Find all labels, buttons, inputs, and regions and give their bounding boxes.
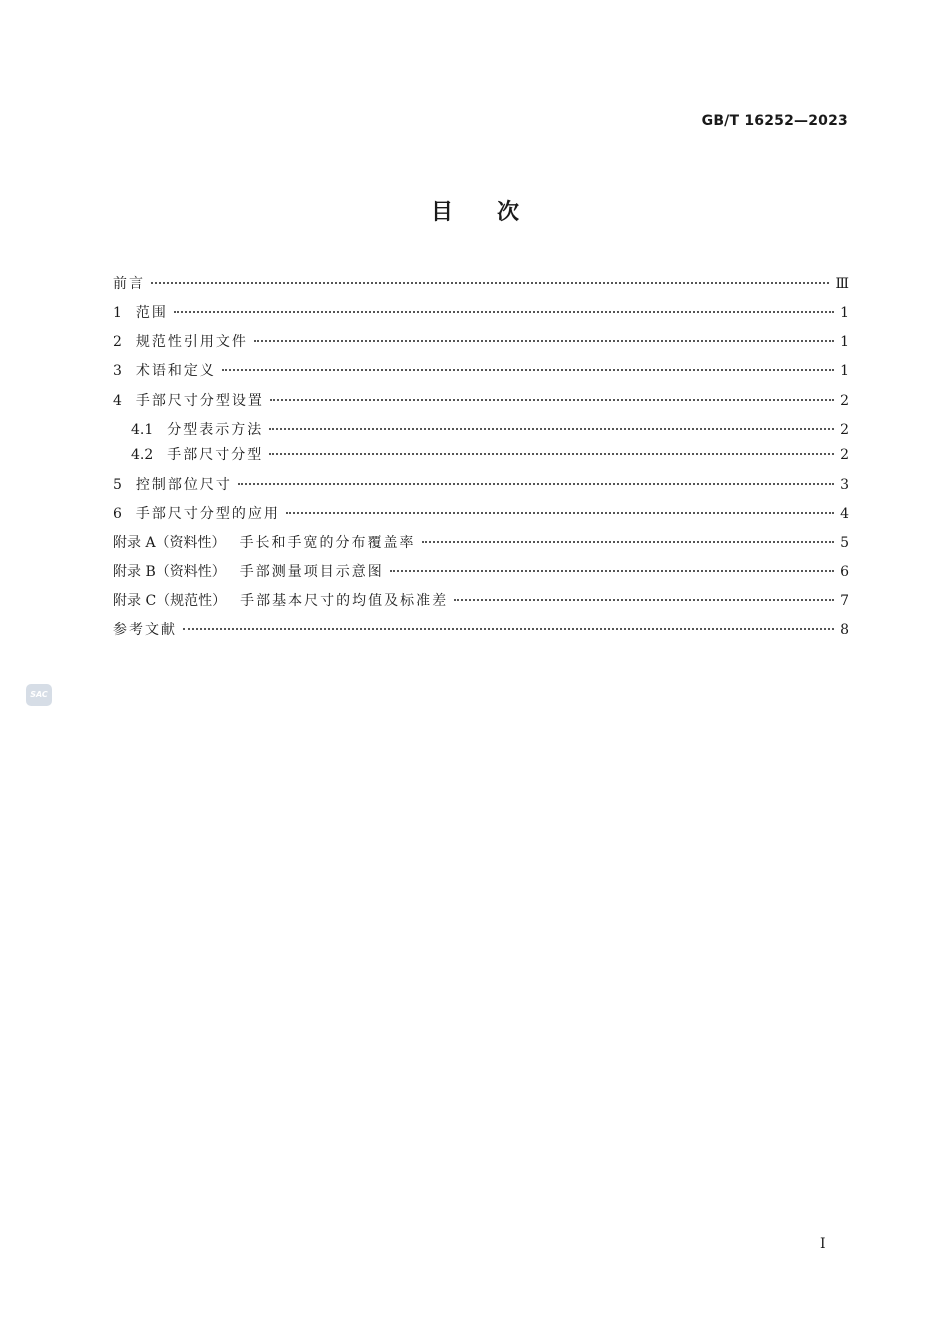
toc-entry-page: 1 bbox=[840, 305, 849, 321]
toc-entry-page: 6 bbox=[840, 564, 849, 580]
toc-dot-leader bbox=[270, 399, 834, 401]
toc-dot-leader bbox=[254, 340, 834, 342]
toc-entry-page: 4 bbox=[840, 506, 849, 522]
toc-entry-page: 7 bbox=[840, 593, 849, 609]
toc-dot-leader bbox=[454, 599, 834, 601]
toc-entry-number: 4 bbox=[113, 393, 122, 409]
page-number: I bbox=[820, 1236, 826, 1252]
toc-entry[interactable] bbox=[113, 361, 849, 381]
toc-entry-number: 4.2 bbox=[131, 447, 154, 463]
toc-entry[interactable] bbox=[113, 475, 849, 495]
toc-dot-leader bbox=[269, 428, 834, 430]
toc-entry[interactable] bbox=[113, 591, 849, 611]
toc-entry[interactable] bbox=[113, 620, 849, 640]
toc-entry-page: Ⅲ bbox=[835, 276, 849, 292]
toc-entry-title: 手部基本尺寸的均值及标准差 bbox=[240, 593, 449, 609]
toc-dot-leader bbox=[222, 369, 834, 371]
toc-dot-leader bbox=[238, 483, 834, 485]
toc-dot-leader bbox=[269, 453, 834, 455]
toc-entry-page: 3 bbox=[840, 477, 849, 493]
toc-entry[interactable] bbox=[131, 445, 849, 465]
toc-entry-number: 3 bbox=[113, 363, 122, 379]
toc-dot-leader bbox=[390, 570, 834, 572]
toc-entry-page: 2 bbox=[840, 393, 849, 409]
standard-number: GB/T 16252—2023 bbox=[701, 113, 848, 129]
toc-entry-title: 分型表示方法 bbox=[167, 422, 264, 438]
toc-entry-page: 2 bbox=[840, 422, 849, 438]
toc-dot-leader bbox=[151, 282, 829, 284]
toc-entry[interactable] bbox=[113, 274, 849, 294]
toc-entry-page: 1 bbox=[840, 363, 849, 379]
toc-entry[interactable] bbox=[113, 332, 849, 352]
sac-logo-watermark: SAC bbox=[26, 684, 52, 706]
page-title: 目次 bbox=[430, 200, 563, 225]
toc-entry[interactable] bbox=[113, 303, 849, 323]
toc-entry-title: 规范性引用文件 bbox=[135, 334, 248, 350]
toc-entry[interactable] bbox=[131, 420, 849, 440]
toc-entry-title: 范围 bbox=[135, 305, 168, 321]
toc-entry-title: 手部尺寸分型的应用 bbox=[135, 506, 280, 522]
toc-entry-page: 5 bbox=[840, 535, 849, 551]
toc-entry-number: 6 bbox=[113, 506, 122, 522]
toc-entry-number: 5 bbox=[113, 477, 122, 493]
toc-entry-number: 附录 A（资料性） bbox=[113, 535, 226, 551]
toc-entry-title: 手长和手宽的分布覆盖率 bbox=[239, 535, 416, 551]
toc-entry[interactable] bbox=[113, 504, 849, 524]
toc-entry-title: 手部测量项目示意图 bbox=[239, 564, 384, 580]
toc-entry-page: 1 bbox=[840, 334, 849, 350]
toc-entry-number: 4.1 bbox=[131, 422, 154, 438]
toc-dot-leader bbox=[183, 628, 834, 630]
toc-entry-number: 附录 C（规范性） bbox=[113, 593, 227, 609]
toc-entry-page: 2 bbox=[840, 447, 849, 463]
toc-entry-number: 1 bbox=[113, 305, 122, 321]
toc-entry-title: 术语和定义 bbox=[135, 363, 216, 379]
toc-entry-title: 手部尺寸分型 bbox=[167, 447, 264, 463]
toc-entry[interactable] bbox=[113, 533, 849, 553]
toc-entry[interactable] bbox=[113, 391, 849, 411]
toc-entry-title: 控制部位尺寸 bbox=[135, 477, 232, 493]
toc-dot-leader bbox=[422, 541, 835, 543]
toc-entry-number: 附录 B（资料性） bbox=[113, 564, 226, 580]
toc-entry-title: 前言 bbox=[113, 276, 145, 292]
toc-entry-title: 参考文献 bbox=[113, 622, 177, 638]
toc-entry-page: 8 bbox=[840, 622, 849, 638]
toc-entry[interactable] bbox=[113, 562, 849, 582]
toc-dot-leader bbox=[286, 512, 834, 514]
toc-entry-title: 手部尺寸分型设置 bbox=[135, 393, 264, 409]
toc-dot-leader bbox=[174, 311, 834, 313]
toc-entry-number: 2 bbox=[113, 334, 122, 350]
